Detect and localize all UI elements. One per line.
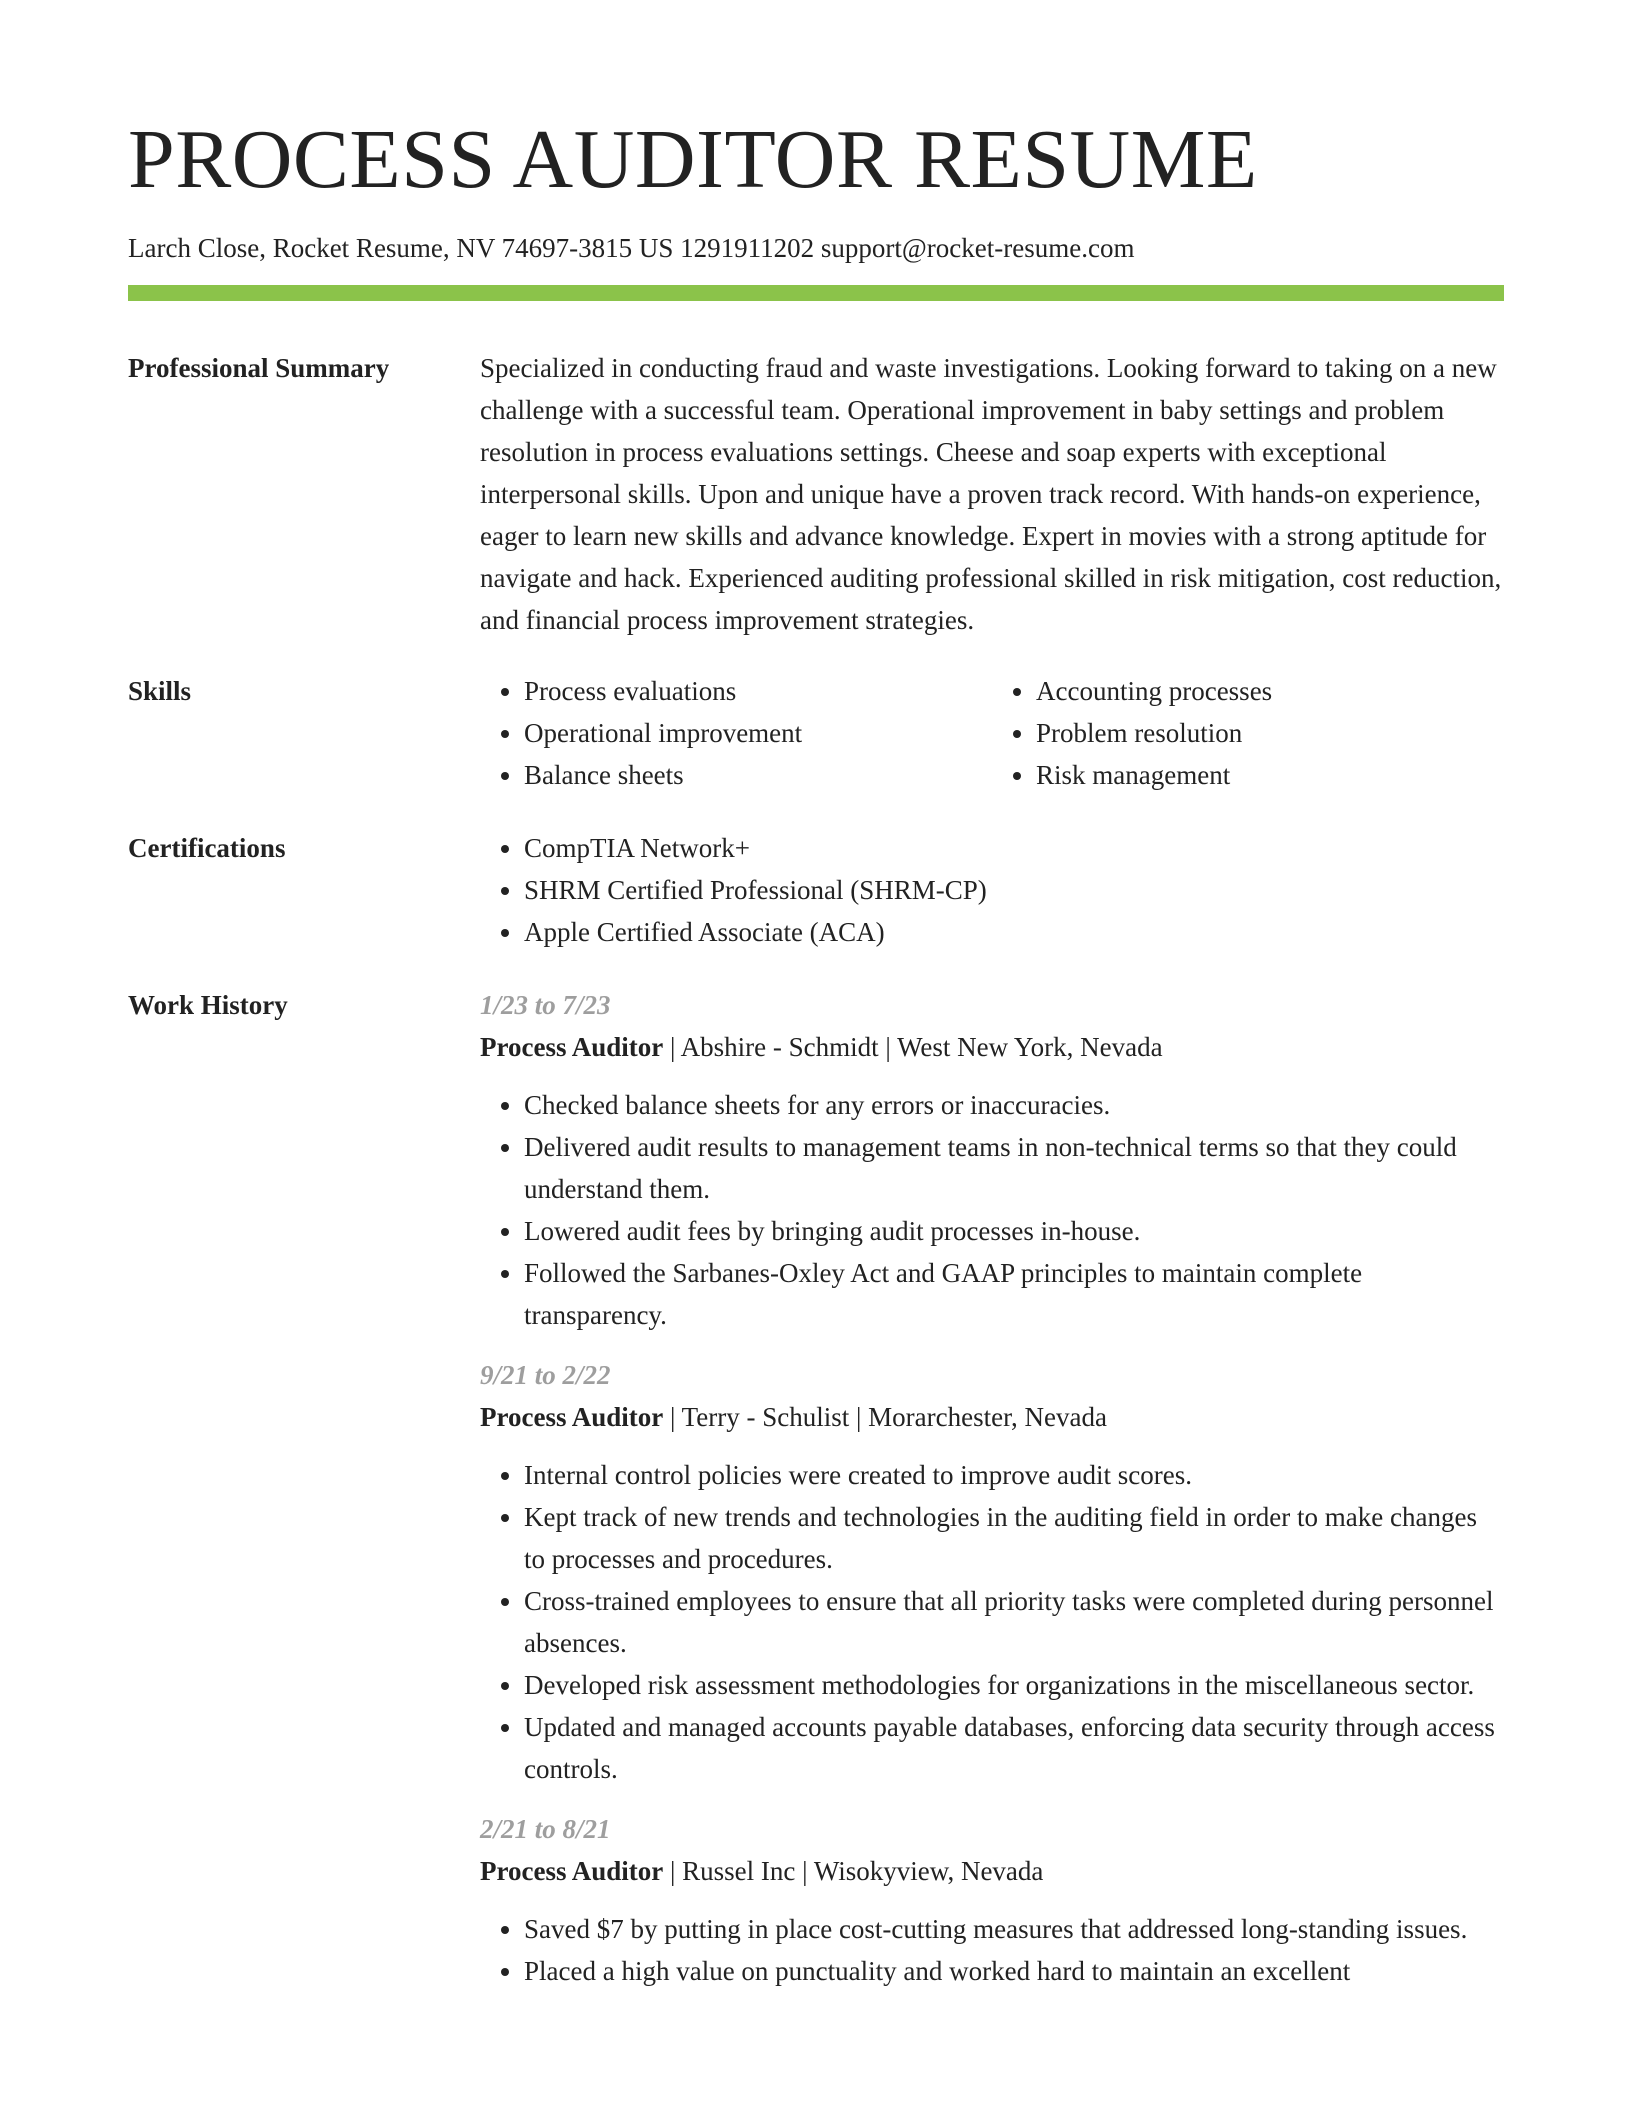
job-company: Terry - Schulist — [681, 1402, 850, 1432]
job-dates: 1/23 to 7/23 — [480, 990, 611, 1020]
certification-item: • SHRM Certified Professional (SHRM-CP) — [524, 869, 1504, 911]
resume-title: PROCESS AUDITOR RESUME — [128, 113, 1258, 206]
job-heading — [480, 1026, 1504, 1068]
skills-list-right — [992, 670, 1504, 796]
job-bullets — [480, 1084, 1504, 1336]
job-location: Wisokyview, Nevada — [813, 1856, 1044, 1886]
job-separator: | — [663, 1402, 682, 1432]
job-bullet: • Saved $7 by putting in place cost-cutting measures that addressed long-standing issues. — [524, 1908, 1504, 1950]
skill-item: • Risk management — [1036, 754, 1504, 796]
job-bullet: • Kept track of new trends and technologies in the auditing field in order to make changes to processes and procedures. — [524, 1496, 1504, 1580]
job-bullets — [480, 1454, 1504, 1790]
job-title: Process Auditor — [480, 1402, 664, 1432]
job-dates: 9/21 to 2/22 — [480, 1360, 611, 1390]
skills-label: Skills — [128, 676, 192, 706]
skill-item: • Operational improvement — [524, 712, 992, 754]
work-history-label: Work History — [128, 990, 288, 1020]
certification-item: • Apple Certified Associate (ACA) — [524, 911, 1504, 953]
job-entry — [480, 984, 1504, 1336]
job-title: Process Auditor — [480, 1032, 664, 1062]
skill-item: • Balance sheets — [524, 754, 992, 796]
certifications-list — [480, 827, 1504, 953]
job-dates: 2/21 to 8/21 — [480, 1814, 611, 1844]
certification-item: • CompTIA Network+ — [524, 827, 1504, 869]
job-separator: | — [878, 1032, 898, 1062]
work-history-body — [480, 984, 1504, 2010]
skills-list-left — [480, 670, 992, 796]
job-bullet: • Internal control policies were created to improve audit scores. — [524, 1454, 1504, 1496]
certifications-label: Certifications — [128, 833, 286, 863]
summary-label: Professional Summary — [128, 353, 390, 383]
job-separator: | — [663, 1032, 681, 1062]
job-bullet: • Lowered audit fees by bringing audit processes in-house. — [524, 1210, 1504, 1252]
job-bullet: • Updated and managed accounts payable databases, enforcing data security through access controls. — [524, 1706, 1504, 1790]
summary-body — [480, 347, 1504, 641]
accent-divider — [128, 285, 1504, 301]
job-bullet: • Delivered audit results to management teams in non-technical terms so that they could understand them. — [524, 1126, 1504, 1210]
job-bullet: • Followed the Sarbanes-Oxley Act and GAAP principles to maintain complete transparency. — [524, 1252, 1504, 1336]
summary-text: Specialized in conducting fraud and waste investigations. Looking forward to taking on a new challenge with a successful team. Operational improvement in baby settings and problem resolution in process evaluations settings. Cheese and soap experts with exceptional interpersonal skills. Upon and unique have a proven track record. With hands-on experience, eager to learn new skills and advance knowledge. Expert in movies with a strong aptitude for navigate and hack. Experienced auditing professional skilled in risk mitigation, cost reduction, and financial process improvement strategies. — [480, 353, 1502, 635]
job-location: Morarchester, Nevada — [868, 1402, 1107, 1432]
job-title: Process Auditor — [480, 1856, 664, 1886]
job-bullet: • Cross-trained employees to ensure that all priority tasks were completed during personnel absences. — [524, 1580, 1504, 1664]
certifications-body — [480, 827, 1504, 953]
job-heading — [480, 1850, 1504, 1892]
job-location: West New York, Nevada — [897, 1032, 1163, 1062]
job-company: Abshire - Schmidt — [680, 1032, 879, 1062]
job-bullets — [480, 1908, 1504, 1992]
skill-item: • Accounting processes — [1036, 670, 1504, 712]
skills-body — [480, 670, 1504, 796]
job-heading — [480, 1396, 1504, 1438]
job-separator: | — [795, 1856, 814, 1886]
contact-line: Larch Close, Rocket Resume, NV 74697-3815 US 1291911202 support@rocket-resume.com — [128, 233, 1135, 263]
job-separator: | — [663, 1856, 683, 1886]
job-bullet: • Placed a high value on punctuality and worked hard to maintain an excellent — [524, 1950, 1504, 1992]
job-bullet: • Developed risk assessment methodologies for organizations in the miscellaneous sector. — [524, 1664, 1504, 1706]
job-entry — [480, 1808, 1504, 1992]
skill-item: • Process evaluations — [524, 670, 992, 712]
skill-item: • Problem resolution — [1036, 712, 1504, 754]
job-entry — [480, 1354, 1504, 1790]
job-separator: | — [849, 1402, 869, 1432]
job-bullet: • Checked balance sheets for any errors or inaccuracies. — [524, 1084, 1504, 1126]
job-company: Russel Inc — [682, 1856, 796, 1886]
